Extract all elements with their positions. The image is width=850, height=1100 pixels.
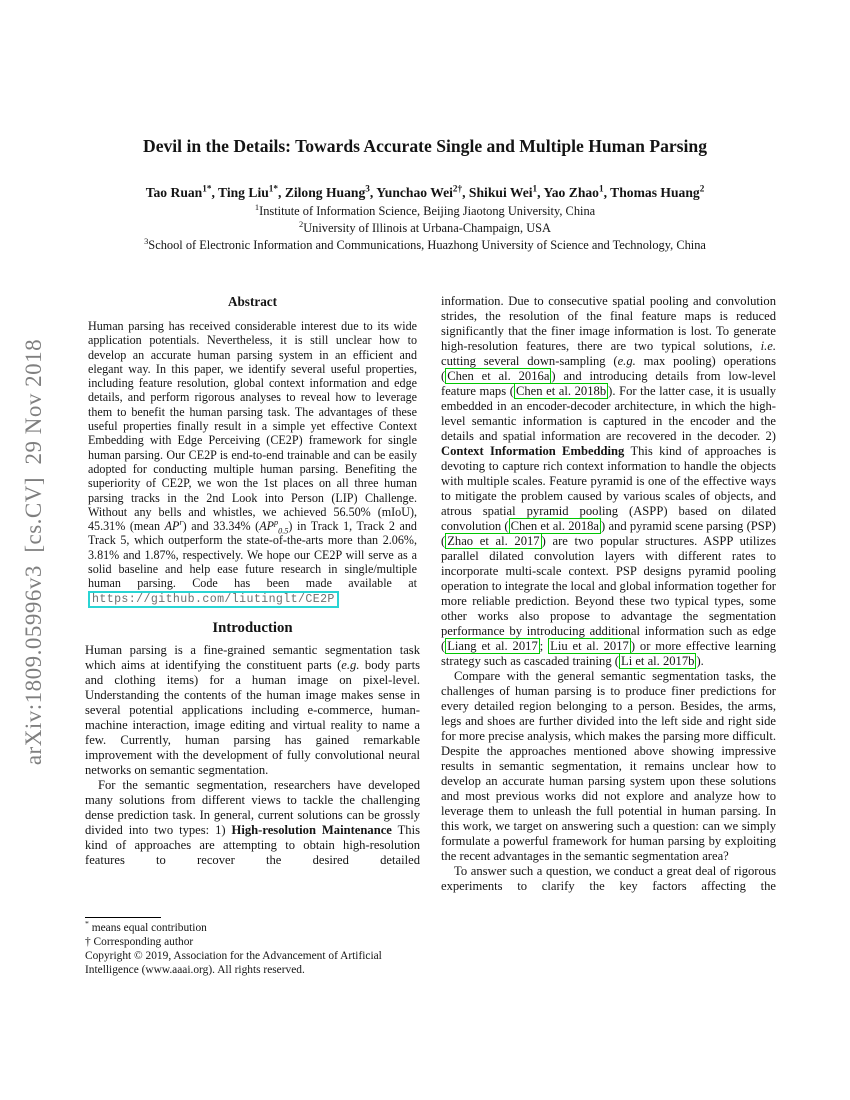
text-run: 1: [254, 201, 260, 212]
text-run: 2: [699, 183, 705, 194]
citation-link[interactable]: Zhao et al. 2017: [447, 534, 540, 548]
text-run: 2: [299, 218, 304, 229]
author-line: [30, 184, 820, 201]
arxiv-watermark: arXiv:1809.05996v3 [cs.CV] 29 Nov 2018: [21, 338, 46, 766]
text-run: ) in Track 1, Track 2 and Track 5, which outperform the state-of-the-arts more than 2.06%, 3.81% and 1.87%, respectively. We hope our CE2P will serve as a solid baseline and help ease future research in single/multiple human parsing. Code has been made available at: [88, 519, 417, 591]
text-run: Compare with the general semantic segmentation tasks, the challenges of human parsing is to produce finer predictions for every detailed region belonging to a person. Besides, the arms, legs and shoes are further divided into the left side and right side for more precise analysis, which makes the parsing more difficult. Despite the approaches mentioned above showing impressive results in semantic segmentation, it remains unclear how to develop an accurate human parsing system upon these solutions and most previous works did not explore and analyze how to leverage them to unleash the full potential in human parsing. In this work, we target on answering such a question: can we simply formulate a powerful framework for human parsing by exploiting the recent advantages in the semantic segmentation area?: [441, 669, 776, 863]
affiliation-line-2: [0, 220, 850, 237]
text-run: Copyright © 2019, Association for the Advancement of Artificial Intelligence (www.aaai.org). All rights reserved.: [85, 950, 382, 977]
text-run: 3: [144, 235, 149, 246]
text-run: 3: [365, 183, 370, 194]
text-run: AP: [259, 519, 274, 534]
text-run: e.g.: [341, 657, 360, 672]
text-run: Tao Ruan: [145, 185, 203, 200]
affiliation-line-3: [0, 237, 850, 254]
intro-paragraph-1: [85, 643, 420, 778]
text-run: Human parsing is a fine-grained semantic segmentation task which aims at identifying the constituent parts (: [85, 642, 420, 672]
affiliation-line-1: [0, 203, 850, 220]
citation-link[interactable]: Liu et al. 2017: [550, 639, 629, 653]
intro-paragraph-3: [441, 669, 776, 864]
text-run: Institute of Information Science, Beijing Jiaotong University, China: [259, 204, 596, 218]
text-run: ).: [696, 654, 704, 668]
text-run: cutting several down-sampling (: [441, 354, 618, 368]
text-run: University of Illinois at Urbana-Champaign, USA: [303, 220, 551, 235]
footnote-rule: [85, 917, 161, 918]
text-run: ) and introducing details from low-level feature maps (: [441, 369, 776, 398]
affiliations: [0, 203, 850, 253]
citation-link[interactable]: Chen et al. 2018b: [515, 384, 607, 398]
text-run: max pooling) operations (: [441, 354, 776, 383]
text-run: ) or more effective learning strategy such as cascaded training (: [441, 639, 776, 668]
text-run: 0.5: [278, 526, 289, 536]
text-run: 1: [532, 183, 538, 194]
text-run: e.g.: [617, 354, 636, 368]
abstract-text: [85, 319, 420, 607]
text-run: body parts and clothing items) for a human image on pixel-level. Understanding the contents of the human image makes sense in several potential applications including e-commerce, human-machine interaction, image editing and virtual reality to name a few. Currently, human parsing has gained remarkable improvement with the development of fully convolutional neural networks on semantic segmentation.: [85, 657, 421, 777]
github-link[interactable]: https://github.com/liutinglt/CE2P: [88, 591, 339, 608]
footnote-copyright: [85, 950, 420, 978]
text-run: Corresponding author: [90, 936, 194, 949]
paper-title: Devil in the Details: Towards Accurate Single and Multiple Human Parsing: [142, 136, 707, 156]
left-column: [85, 294, 420, 978]
text-run: , Yao Zhao: [537, 185, 599, 200]
text-run: 1*: [268, 183, 279, 194]
text-run: i.e.: [760, 339, 776, 353]
intro-paragraph-4: [441, 864, 776, 894]
text-run: 1*: [202, 183, 212, 194]
text-run: 1: [598, 183, 604, 194]
footnote-corresponding-author: [85, 936, 420, 950]
citation-link[interactable]: Chen et al. 2018a: [510, 519, 600, 533]
text-run: , Yunchao Wei: [369, 185, 453, 200]
paper-header: [0, 0, 850, 253]
text-run: To answer such a question, we conduct a great deal of rigorous experiments to clarify the key factors affecting the: [441, 864, 776, 893]
footnote-block: [85, 917, 420, 978]
citation-link[interactable]: Chen et al. 2016a: [447, 369, 550, 383]
text-run: Human parsing has received considerable interest due to its wide application potentials. Nevertheless, it is still unclear how to develop an accurate human parsing system in an efficient and elegant way. In this paper, we identify several useful properties, including feature resolution, global context information and edge details, and perform rigorous analyses to reveal how to leverage them to benefit the human parsing task. The advantages of these useful properties finally result in a simple yet effective Context Embedding with Edge Perceiving (CE2P) framework for single human parsing. Our CE2P is end-to-end trainable and can be easily adopted for conducting multiple human parsing. Benefiting the superiority of CE2P, we won the 1st places on all three human parsing tracks in the 2nd Look into Person (LIP) Challenge. Without any bells and whistles, we achieved 56.50% (mIoU), 45.31% (mean: [88, 319, 417, 534]
citation-link[interactable]: Liang et al. 2017: [447, 639, 538, 653]
text-run: , Shikui Wei: [462, 185, 533, 200]
text-run: ) are two popular structures. ASPP utilizes parallel dilated convolution layers with different rates to incorporate multi-scale context. PSP designs pyramid pooling operation to integrate the local and global information together for more reliable prediction. Beyond these two typical types, some other works also propose to advantage the segmentation performance by introducing additional information such as edge (: [441, 534, 776, 653]
text-run: , Ting Liu: [211, 185, 269, 200]
text-run: p: [273, 518, 279, 528]
abstract-section: [85, 294, 420, 607]
text-run: ;: [539, 639, 549, 653]
text-run: ) and 33.34% (: [182, 519, 260, 534]
text-run: ). For the latter case, it is usually embedded in an encoder-decoder architecture, in which the high-level semantic information is captured in the encoder and the details and spatial information are recovered in the decoder. 2): [441, 384, 776, 443]
text-run: This kind of approaches are attempting to obtain high-resolution features to recover the desired detailed: [85, 822, 420, 867]
text-run: School of Electronic Information and Communications, Huazhong University of Science and Technology, China: [148, 237, 706, 252]
text-run: Context Information Embedding: [441, 444, 625, 458]
footnote-equal-contribution: [85, 919, 420, 936]
text-run: High-resolution Maintenance: [231, 822, 392, 837]
text-run: , Thomas Huang: [603, 185, 700, 200]
intro-paragraph-2-right: [441, 294, 776, 669]
text-run: For the semantic segmentation, researchers have developed many solutions from different views to tackle the challenging dense prediction task. In general, current solutions can be grossly divided into two types: 1): [85, 777, 420, 837]
text-run: *: [85, 919, 89, 929]
text-run: †: [85, 936, 91, 949]
right-column: [441, 294, 776, 894]
introduction-heading: Introduction: [212, 619, 293, 636]
two-column-body: [85, 294, 777, 978]
text-run: , Zilong Huang: [278, 185, 366, 200]
text-run: 2†: [452, 183, 463, 194]
abstract-heading: Abstract: [227, 294, 278, 309]
text-run: This kind of approaches is devoting to capture rich context information to handle the objects with multiple scales. Feature pyramid is one of the effective ways to mitigate the problem caused by various scales of objects, and atrous spatial pyramid pooling (ASPP) based on dilated convolution (: [441, 444, 776, 533]
text-run: AP: [164, 519, 180, 534]
text-run: information. Due to consecutive spatial pooling and convolution strides, the resolution of the final feature maps is reduced significantly that the finer image information is lost. To generate high-resolution features, there are two typical solutions,: [441, 294, 776, 353]
text-run: means equal contribution: [88, 922, 207, 935]
intro-paragraph-2-left: [85, 778, 420, 868]
citation-link[interactable]: Li et al. 2017b: [621, 654, 695, 668]
text-run: r: [179, 518, 183, 528]
text-run: ) and pyramid scene parsing (PSP) (: [441, 519, 776, 548]
